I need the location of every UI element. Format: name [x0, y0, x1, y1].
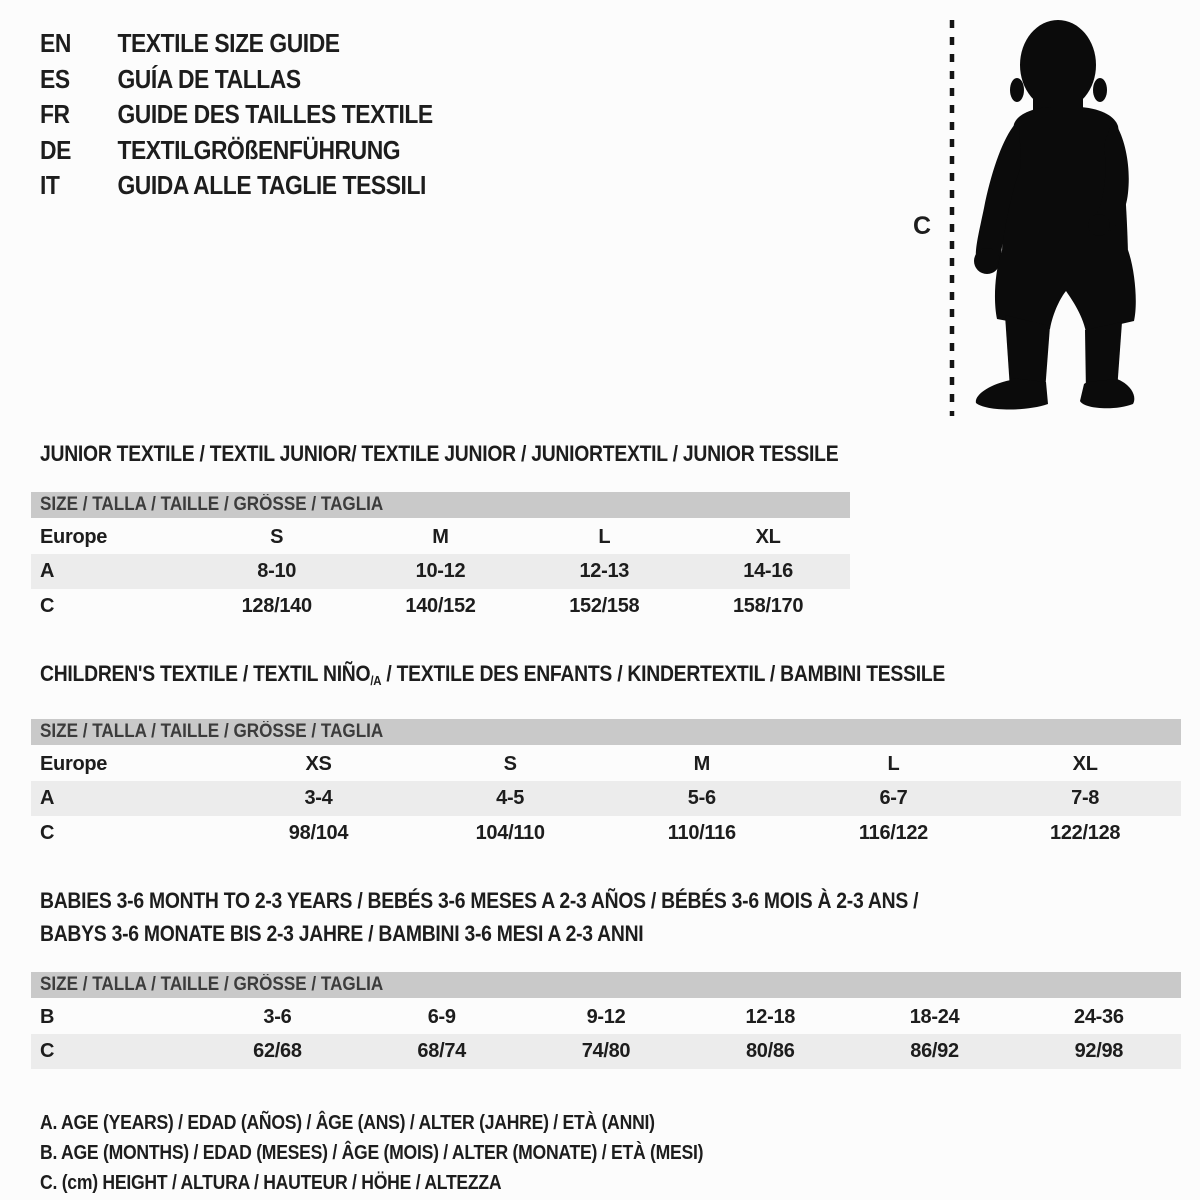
table-cell: 5-6 [606, 781, 798, 816]
section-title-line [40, 437, 1034, 470]
table-cell: 6-9 [427, 1005, 456, 1028]
size-header-label [31, 492, 850, 519]
title-text: / TEXTILE DES ENFANTS / KINDERTEXTIL / BAMBINI TESSILE [381, 661, 946, 686]
table-cell: 122/128 [1050, 822, 1121, 844]
row-label: A [31, 781, 223, 816]
table-row [31, 816, 1181, 851]
title-text: BABIES 3-6 MONTH TO 2-3 YEARS / BEBÉS 3-6 MESES A 2-3 AÑOS / BÉBÉS 3-6 MOIS À 2-3 ANS / [40, 888, 919, 913]
baby-figure-area [905, 14, 1155, 424]
table-cell: 9-12 [586, 1005, 626, 1028]
section-title-children [40, 657, 1034, 697]
size-header-text: SIZE / TALLA / TAILLE / GRÖSSE / TAGLIA [40, 720, 384, 742]
table-cell: XS [305, 752, 332, 775]
table-cell: 3-4 [223, 781, 415, 816]
table-cell: 116/122 [858, 822, 928, 844]
language-row [40, 170, 433, 206]
language-code: IT [40, 170, 60, 200]
table-cell: 86/92 [852, 1034, 1016, 1069]
size-header-row [31, 492, 850, 519]
table-cell: 18-24 [909, 1005, 960, 1028]
table-cell: 92/98 [1017, 1034, 1181, 1069]
table-cell: 98/104 [288, 822, 349, 844]
table-cell: 24-36 [1074, 1005, 1124, 1028]
table-cell: 68/74 [360, 1034, 524, 1069]
row-label: C [40, 822, 55, 844]
section-title-line [40, 917, 1034, 950]
row-label: Europe [40, 525, 108, 548]
size-table-children [31, 719, 1181, 851]
size-table-babies [31, 972, 1181, 1069]
table-row [31, 781, 1181, 816]
row-label: C [40, 595, 55, 617]
footnotes [40, 1108, 1200, 1198]
table-cell: 8-10 [195, 554, 359, 589]
header [0, 0, 1200, 432]
section-babies [31, 884, 1169, 1069]
size-tables-main [0, 437, 1200, 1069]
row-label: C [31, 1034, 195, 1069]
footnote: A. AGE (YEARS) / EDAD (AÑOS) / ÂGE (ANS) / ALTER (JAHRE) / ETÀ (ANNI) [40, 1112, 655, 1134]
table-row [31, 519, 850, 554]
language-row [40, 64, 433, 100]
guide-title: GUIDA ALLE TAGLIE TESSILI [117, 170, 426, 200]
table-row [31, 999, 1181, 1034]
height-measure-label: C [913, 212, 932, 240]
table-row [31, 554, 850, 589]
language-code: DE [40, 134, 71, 165]
height-measure-line [948, 18, 956, 418]
table-cell: S [270, 525, 284, 548]
table-cell: XL [1072, 752, 1098, 775]
table-cell: 3-6 [263, 1005, 292, 1028]
guide-title: GUIDE DES TAILLES TEXTILE [117, 99, 433, 129]
section-junior [31, 437, 1169, 624]
section-title-babies [40, 884, 1034, 950]
table-cell: 6-7 [798, 781, 990, 816]
row-label: B [40, 1005, 55, 1028]
table-cell: M [693, 752, 710, 775]
table-cell: 140/152 [405, 595, 476, 617]
footnote: C. (cm) HEIGHT / ALTURA / HAUTEUR / HÖHE / ALTEZZA [40, 1172, 502, 1194]
table-cell: L [887, 752, 900, 775]
table-row [31, 1034, 1181, 1069]
language-title-list [40, 28, 433, 206]
table-cell: XL [755, 525, 781, 548]
table-cell: L [598, 525, 611, 548]
table-cell: 74/80 [524, 1034, 688, 1069]
table-cell: 12-13 [522, 554, 686, 589]
guide-title: TEXTILGRÖßENFÜHRUNG [117, 134, 401, 165]
section-title-junior [40, 437, 1034, 470]
size-header-label [31, 972, 1181, 999]
table-cell: 62/68 [195, 1034, 359, 1069]
row-label: A [31, 554, 195, 589]
footnote: B. AGE (MONTHS) / EDAD (MESES) / ÂGE (MOIS) / ALTER (MONATE) / ETÀ (MESI) [40, 1142, 704, 1164]
table-row [31, 746, 1181, 781]
table-cell: 14-16 [686, 554, 850, 589]
table-cell: 12-18 [745, 1005, 796, 1028]
size-header-row [31, 972, 1181, 999]
title-subscript: /A [370, 673, 382, 688]
language-row [40, 28, 433, 64]
language-row [40, 99, 433, 135]
table-row [31, 589, 850, 624]
table-cell: S [503, 752, 517, 775]
table-cell: 104/110 [475, 822, 545, 844]
table-cell: 10-12 [359, 554, 523, 589]
table-cell: 158/170 [732, 595, 804, 617]
baby-silhouette-icon [965, 18, 1140, 418]
table-cell: 128/140 [241, 595, 312, 617]
row-label: Europe [40, 752, 108, 775]
language-code: ES [40, 63, 70, 94]
section-title-line [40, 884, 1034, 917]
size-header-row [31, 719, 1181, 746]
language-row [40, 135, 433, 171]
size-header-label [31, 719, 1181, 746]
table-cell: 80/86 [688, 1034, 852, 1069]
table-cell: 7-8 [989, 781, 1181, 816]
table-cell: M [432, 525, 449, 548]
size-table-junior [31, 492, 850, 624]
title-text: CHILDREN'S TEXTILE / TEXTIL NIÑO [40, 661, 371, 686]
title-text: BABYS 3-6 MONATE BIS 2-3 JAHRE / BAMBINI 3-6 MESI A 2-3 ANNI [40, 921, 644, 946]
section-title-line [40, 657, 1034, 697]
table-cell: 4-5 [414, 781, 606, 816]
size-header-text: SIZE / TALLA / TAILLE / GRÖSSE / TAGLIA [40, 973, 384, 995]
title-text: JUNIOR TEXTILE / TEXTIL JUNIOR/ TEXTILE JUNIOR / JUNIORTEXTIL / JUNIOR TESSILE [40, 441, 839, 466]
guide-title: TEXTILE SIZE GUIDE [117, 28, 340, 58]
section-children [31, 657, 1169, 851]
table-cell: 152/158 [569, 595, 640, 617]
language-code: EN [40, 28, 71, 58]
size-header-text: SIZE / TALLA / TAILLE / GRÖSSE / TAGLIA [40, 493, 384, 515]
language-code: FR [40, 99, 70, 129]
table-cell: 110/116 [667, 822, 736, 844]
guide-title: GUÍA DE TALLAS [117, 63, 301, 94]
